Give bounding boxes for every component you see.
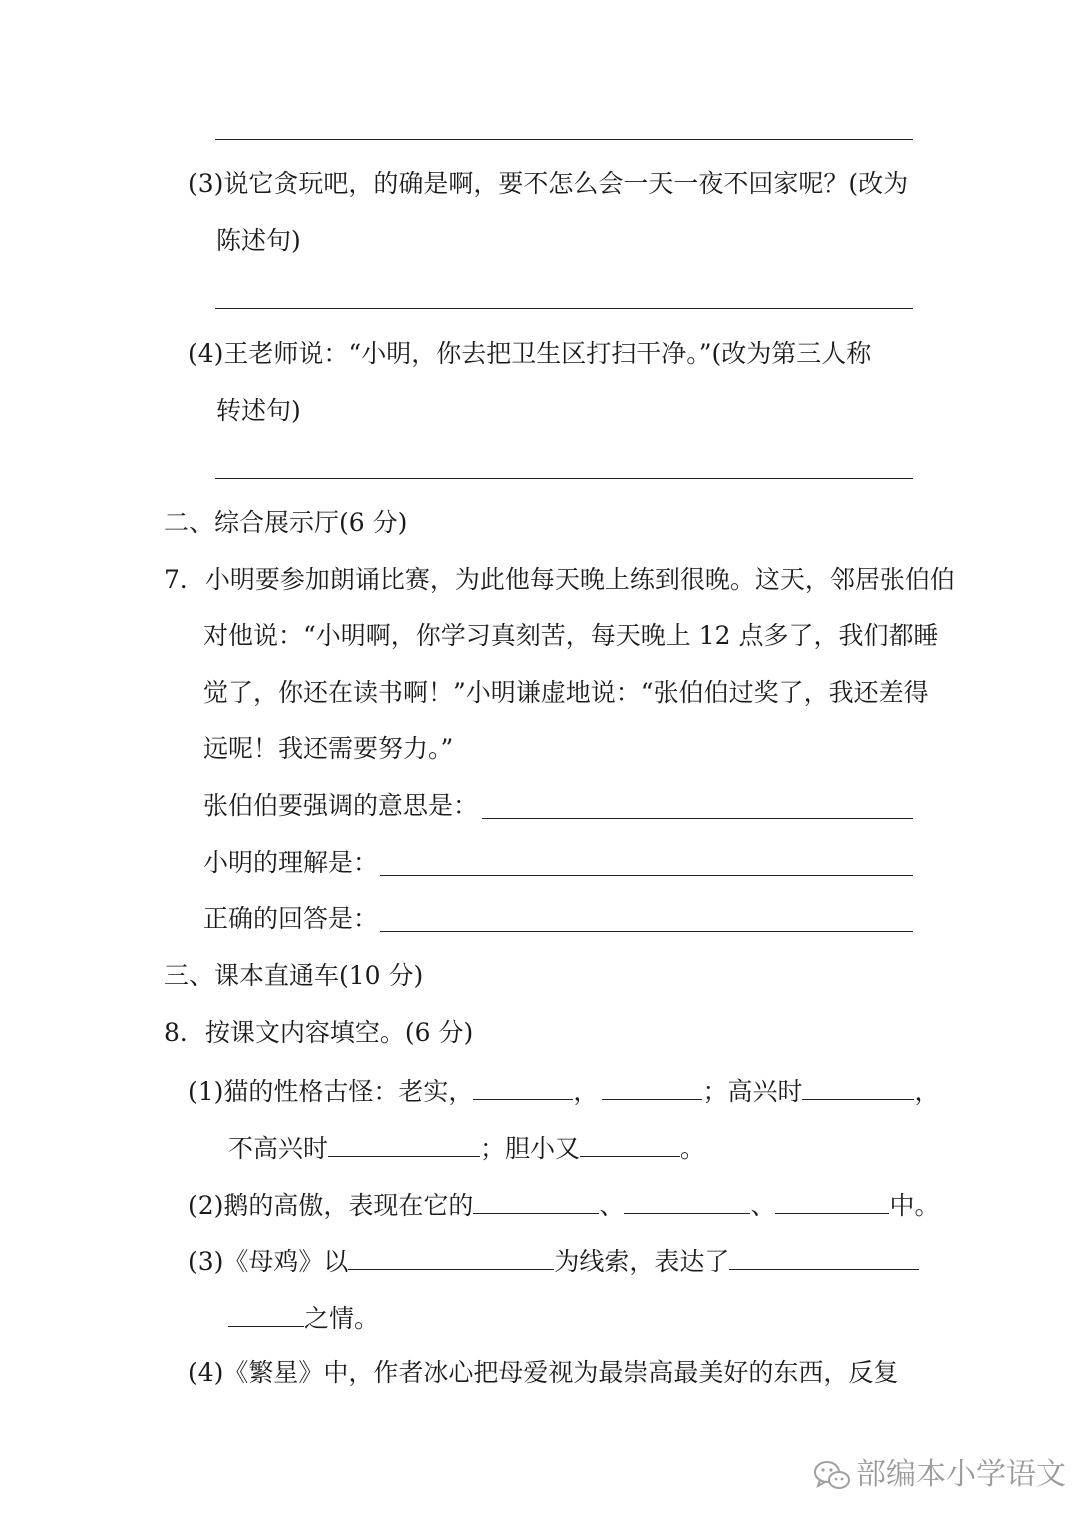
q6-item4-line2: 转述句) [216, 396, 301, 425]
section2-title: 二、综合展示厅(6 分) [164, 508, 408, 537]
q8-item1-row2 [228, 1130, 705, 1165]
q6-item3-line2: 陈述句) [216, 226, 301, 255]
q8-item2-text-d: 中。 [889, 1191, 940, 1220]
q8-item2-blank1[interactable] [473, 1187, 599, 1214]
q8-item1-text-e: 不高兴时 [228, 1134, 329, 1163]
q7-answer1-line[interactable] [482, 818, 913, 819]
q8-item3-text-a: (3)《母鸡》以 [188, 1247, 349, 1276]
section3-title: 三、课本直通车(10 分) [164, 961, 424, 990]
q7-prompt1: 张伯伯要强调的意思是： [203, 791, 479, 820]
q8-item1-blank5[interactable] [580, 1130, 680, 1157]
q8-item1-text-f: ；胆小又 [480, 1134, 581, 1163]
q8-item2-text-b: 、 [599, 1191, 625, 1220]
q8-item3-row1 [188, 1243, 919, 1278]
q6-item4-line1: (4)王老师说：“小明，你去把卫生区打扫干净。”(改为第三人称 [188, 339, 872, 368]
q8-item3-blank2[interactable] [729, 1243, 919, 1270]
q8-item3-text-c: 之情。 [304, 1304, 380, 1333]
q8-item3-row2 [228, 1300, 379, 1335]
q8-item3-text-b: 为线索，表达了 [554, 1247, 730, 1276]
q8-item1-text-c: ；高兴时 [702, 1077, 803, 1106]
q8-title: 8．按课文内容填空。(6 分) [164, 1018, 474, 1047]
q8-item1-blank4[interactable] [328, 1130, 480, 1157]
watermark-text: 部编本小学语文 [856, 1457, 1066, 1492]
q8-item4-line1: (4)《繁星》中，作者冰心把母爱视为最崇高最美好的东西，反复 [188, 1358, 899, 1387]
q8-item3-blank2-cont[interactable] [228, 1300, 304, 1327]
q7-line3: 觉了，你还在读书啊！”小明谦虚地说：“张伯伯过奖了，我还差得 [203, 678, 929, 707]
q7-answer2-line[interactable] [380, 875, 913, 876]
q8-item1-text-g: 。 [680, 1134, 706, 1163]
q7-answer3-line[interactable] [380, 931, 913, 932]
answer-line-item2[interactable] [215, 139, 913, 140]
answer-line-item3[interactable] [215, 308, 913, 309]
q8-item1-blank3[interactable] [802, 1073, 914, 1100]
q8-item3-blank1[interactable] [348, 1243, 554, 1270]
q7-line1: 7．小明要参加朗诵比赛，为此他每天晚上练到很晚。这天，邻居张伯伯 [164, 565, 955, 594]
q6-item3-line1: (3)说它贪玩吧，的确是啊，要不怎么会一天一夜不回家呢？(改为 [188, 169, 909, 198]
q8-item2-blank3[interactable] [775, 1187, 889, 1214]
q8-item1-blank1[interactable] [473, 1073, 573, 1100]
q7-line4: 远呢！我还需要努力。” [203, 734, 454, 763]
q8-item1-text-a: (1)猫的性格古怪：老实， [188, 1077, 474, 1106]
q8-item1-row1 [188, 1073, 939, 1108]
q8-item1-blank2[interactable] [602, 1073, 702, 1100]
q8-item2-text-c: 、 [750, 1191, 776, 1220]
q8-item2-text-a: (2)鹅的高傲，表现在它的 [188, 1191, 474, 1220]
q8-item2-blank2[interactable] [624, 1187, 750, 1214]
watermark [812, 1455, 1066, 1495]
q7-prompt2: 小明的理解是： [203, 848, 379, 877]
q8-item2-row [188, 1187, 939, 1222]
answer-line-item4[interactable] [215, 478, 913, 479]
q8-item1-text-d: ， [914, 1077, 940, 1106]
q7-prompt3: 正确的回答是： [203, 904, 379, 933]
q8-item1-text-b: ， [573, 1077, 599, 1106]
wechat-icon [812, 1458, 852, 1494]
q7-line2: 对他说：“小明啊，你学习真刻苦，每天晚上 12 点多了，我们都睡 [203, 621, 939, 650]
